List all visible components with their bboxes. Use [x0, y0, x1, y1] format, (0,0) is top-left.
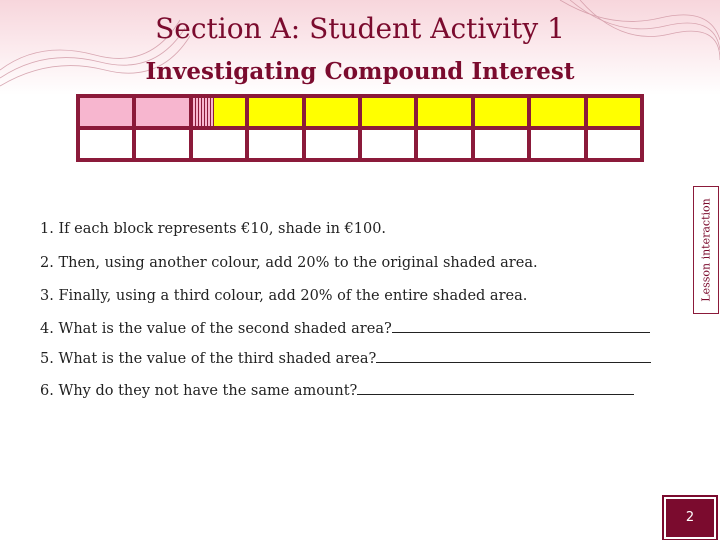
grid-block[interactable] [418, 98, 470, 126]
grid-block[interactable] [80, 98, 132, 126]
grid-block[interactable] [80, 130, 132, 158]
grid-block[interactable] [531, 130, 583, 158]
question-2: 2. Then, using another colour, add 20% to the original shaded area. [40, 255, 538, 271]
grid-block[interactable] [475, 98, 527, 126]
page-title: Section A: Student Activity 1 [155, 12, 565, 45]
block-grid [76, 94, 644, 162]
answer-blank-5[interactable] [376, 348, 651, 363]
page-number-badge: 2 [664, 497, 716, 539]
question-3: 3. Finally, using a third colour, add 20% of the entire shaded area. [40, 288, 528, 304]
lesson-interaction-label: Lesson interaction [699, 198, 713, 302]
grid-block[interactable] [362, 98, 414, 126]
grid-block[interactable] [306, 130, 358, 158]
lesson-interaction-tab[interactable] [693, 186, 719, 314]
grid-block[interactable] [193, 130, 245, 158]
page-subtitle: Investigating Compound Interest [145, 58, 575, 85]
grid-block[interactable] [136, 98, 188, 126]
grid-block[interactable] [531, 98, 583, 126]
question-4: 4. What is the value of the second shaded area? [40, 318, 650, 337]
grid-block[interactable] [249, 98, 301, 126]
hatched-partial-block [193, 98, 214, 126]
grid-block[interactable] [306, 98, 358, 126]
grid-block[interactable] [475, 130, 527, 158]
grid-block[interactable] [588, 98, 640, 126]
grid-block[interactable] [362, 130, 414, 158]
grid-block[interactable] [249, 130, 301, 158]
grid-block[interactable] [418, 130, 470, 158]
grid-block[interactable] [588, 130, 640, 158]
grid-block[interactable] [136, 130, 188, 158]
question-5: 5. What is the value of the third shaded area? [40, 348, 651, 367]
grid-block[interactable] [193, 98, 245, 126]
question-1: 1. If each block represents €10, shade in €100. [40, 221, 387, 237]
question-6: 6. Why do they not have the same amount? [40, 380, 634, 399]
answer-blank-6[interactable] [357, 380, 634, 395]
answer-blank-4[interactable] [392, 318, 650, 333]
